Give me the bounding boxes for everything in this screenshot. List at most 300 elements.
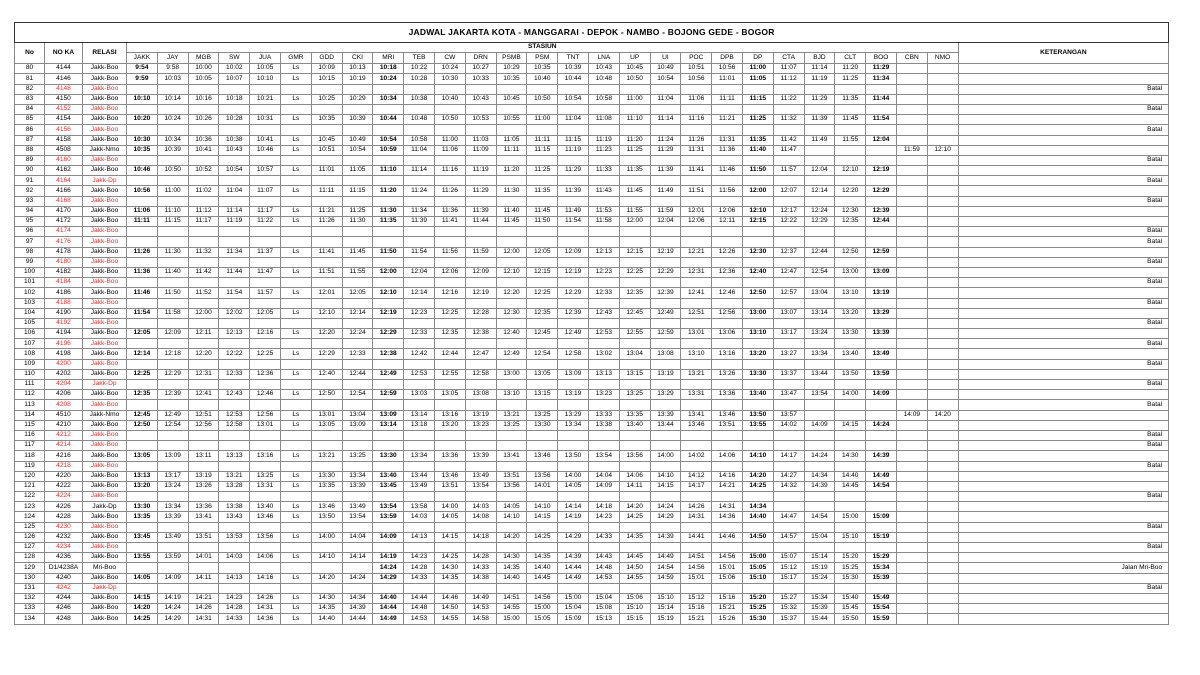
time-cell: 13:01 <box>311 410 342 420</box>
time-cell <box>342 380 373 390</box>
time-cell <box>280 104 311 114</box>
time-cell: 10:22 <box>404 64 435 74</box>
time-cell <box>835 84 866 94</box>
train-number: 4146 <box>45 74 83 84</box>
time-cell: 10:26 <box>188 115 219 125</box>
time-cell <box>896 125 927 135</box>
time-cell <box>434 176 465 186</box>
time-cell: 12:31 <box>681 267 712 277</box>
time-cell <box>496 104 527 114</box>
row-number: 125 <box>15 522 45 532</box>
train-relation: Jakk-Dp <box>83 583 127 593</box>
schedule-body <box>15 64 1169 624</box>
time-cell <box>712 227 743 237</box>
time-cell <box>619 430 650 440</box>
time-cell <box>866 227 897 237</box>
time-cell <box>250 318 281 328</box>
row-number: 126 <box>15 532 45 542</box>
time-cell: 10:54 <box>342 145 373 155</box>
time-cell <box>835 339 866 349</box>
time-cell <box>558 278 589 288</box>
time-cell <box>896 471 927 481</box>
time-cell <box>588 461 619 471</box>
row-number: 114 <box>15 410 45 420</box>
time-cell: 12:30 <box>742 247 773 257</box>
row-number: 83 <box>15 94 45 104</box>
time-cell <box>373 227 404 237</box>
time-cell: 10:54 <box>219 166 250 176</box>
time-cell <box>250 583 281 593</box>
time-cell <box>250 461 281 471</box>
time-cell <box>219 461 250 471</box>
time-cell: 14:53 <box>588 573 619 583</box>
time-cell: 14:20 <box>127 604 158 614</box>
time-cell: Ls <box>280 247 311 257</box>
time-cell: 11:11 <box>127 217 158 227</box>
time-cell: 11:23 <box>588 145 619 155</box>
time-cell: 14:30 <box>311 593 342 603</box>
row-number: 132 <box>15 593 45 603</box>
time-cell <box>496 227 527 237</box>
time-cell <box>127 84 158 94</box>
time-cell: 12:44 <box>866 217 897 227</box>
time-cell: 14:55 <box>619 573 650 583</box>
time-cell <box>927 573 958 583</box>
time-cell <box>619 543 650 553</box>
time-cell <box>465 104 496 114</box>
header-no: No <box>15 43 45 64</box>
time-cell <box>465 441 496 451</box>
time-cell <box>496 430 527 440</box>
time-cell <box>712 522 743 532</box>
time-cell <box>742 380 773 390</box>
time-cell: 10:19 <box>342 74 373 84</box>
time-cell <box>465 257 496 267</box>
time-cell: 10:34 <box>373 94 404 104</box>
time-cell <box>219 237 250 247</box>
time-cell <box>157 176 188 186</box>
time-cell: 14:24 <box>157 604 188 614</box>
time-cell: 12:47 <box>773 267 804 277</box>
time-cell <box>280 583 311 593</box>
time-cell: 12:20 <box>188 349 219 359</box>
time-cell <box>773 380 804 390</box>
time-cell: 10:54 <box>558 94 589 104</box>
time-cell <box>588 155 619 165</box>
time-cell: 12:58 <box>219 420 250 430</box>
time-cell <box>250 339 281 349</box>
row-number: 120 <box>15 471 45 481</box>
time-cell: 12:10 <box>835 166 866 176</box>
time-cell <box>434 543 465 553</box>
time-cell: 12:23 <box>588 267 619 277</box>
time-cell <box>896 257 927 267</box>
time-cell: 14:23 <box>404 553 435 563</box>
time-cell <box>588 104 619 114</box>
time-cell: 12:04 <box>650 217 681 227</box>
time-cell: 11:45 <box>342 247 373 257</box>
time-cell <box>434 104 465 114</box>
train-number: 4248 <box>45 614 83 624</box>
time-cell: 14:20 <box>619 502 650 512</box>
time-cell: 14:54 <box>866 481 897 491</box>
time-cell: 14:17 <box>681 481 712 491</box>
time-cell: 10:13 <box>342 64 373 74</box>
time-cell: 14:00 <box>650 451 681 461</box>
time-cell: 11:00 <box>527 115 558 125</box>
time-cell: 14:12 <box>681 471 712 481</box>
remark-cell <box>958 471 1169 481</box>
time-cell <box>527 155 558 165</box>
time-cell <box>712 278 743 288</box>
time-cell: 13:26 <box>712 369 743 379</box>
time-cell: 15:20 <box>742 593 773 603</box>
time-cell: 12:04 <box>804 166 835 176</box>
time-cell: 15:16 <box>712 593 743 603</box>
time-cell <box>835 461 866 471</box>
time-cell: 14:03 <box>465 502 496 512</box>
time-cell <box>219 196 250 206</box>
time-cell <box>188 339 219 349</box>
table-row <box>15 451 1169 461</box>
time-cell: 12:44 <box>804 247 835 257</box>
time-cell: 12:11 <box>188 329 219 339</box>
time-cell <box>712 543 743 553</box>
remark-cell: Batal <box>958 104 1169 114</box>
time-cell <box>835 430 866 440</box>
time-cell: 15:30 <box>742 614 773 624</box>
time-cell <box>619 318 650 328</box>
remark-cell: Batal <box>958 583 1169 593</box>
time-cell: 12:44 <box>342 369 373 379</box>
header-relasi: RELASI <box>83 43 127 64</box>
time-cell <box>188 298 219 308</box>
remark-cell: Batal <box>958 176 1169 186</box>
time-cell: 12:53 <box>219 410 250 420</box>
time-cell: 13:14 <box>404 410 435 420</box>
time-cell <box>465 155 496 165</box>
time-cell <box>127 227 158 237</box>
train-relation: Jakk-Boo <box>83 227 127 237</box>
time-cell <box>866 543 897 553</box>
time-cell: 14:20 <box>742 471 773 481</box>
time-cell: 11:26 <box>127 247 158 257</box>
time-cell: 13:34 <box>804 349 835 359</box>
time-cell <box>896 166 927 176</box>
time-cell <box>804 104 835 114</box>
time-cell: 12:09 <box>157 329 188 339</box>
time-cell: 10:46 <box>127 166 158 176</box>
time-cell: 14:01 <box>188 553 219 563</box>
time-cell: Ls <box>280 573 311 583</box>
time-cell: 11:45 <box>835 115 866 125</box>
time-cell: 11:25 <box>527 166 558 176</box>
time-cell <box>588 125 619 135</box>
train-relation: Jakk-Boo <box>83 573 127 583</box>
time-cell: 14:00 <box>311 532 342 542</box>
time-cell: 11:54 <box>404 247 435 257</box>
time-cell <box>927 441 958 451</box>
time-cell <box>650 237 681 247</box>
time-cell <box>773 257 804 267</box>
time-cell <box>866 359 897 369</box>
time-cell <box>219 155 250 165</box>
time-cell <box>250 359 281 369</box>
time-cell: 13:24 <box>804 329 835 339</box>
time-cell <box>311 176 342 186</box>
time-cell <box>280 430 311 440</box>
row-number: 131 <box>15 583 45 593</box>
time-cell <box>280 84 311 94</box>
time-cell <box>927 288 958 298</box>
remark-cell <box>958 420 1169 430</box>
train-relation: Jakk-Boo <box>83 430 127 440</box>
time-cell <box>404 196 435 206</box>
time-cell <box>712 298 743 308</box>
time-cell: 13:06 <box>712 329 743 339</box>
time-cell: 15:50 <box>835 614 866 624</box>
time-cell <box>681 583 712 593</box>
time-cell <box>650 522 681 532</box>
time-cell <box>465 583 496 593</box>
time-cell <box>773 430 804 440</box>
row-number: 102 <box>15 288 45 298</box>
time-cell <box>804 400 835 410</box>
station-header-tnt: TNT <box>558 53 589 64</box>
time-cell <box>311 84 342 94</box>
time-cell: 13:16 <box>250 451 281 461</box>
table-row <box>15 339 1169 349</box>
time-cell <box>219 492 250 502</box>
train-relation: Jakk-Boo <box>83 206 127 216</box>
time-cell: 12:05 <box>250 308 281 318</box>
time-cell: 13:19 <box>188 471 219 481</box>
time-cell <box>280 318 311 328</box>
time-cell: 11:39 <box>650 166 681 176</box>
time-cell: 10:02 <box>219 64 250 74</box>
time-cell <box>927 196 958 206</box>
time-cell: 11:39 <box>404 217 435 227</box>
time-cell <box>404 227 435 237</box>
time-cell: 15:40 <box>835 593 866 603</box>
time-cell <box>866 237 897 247</box>
time-cell: 10:35 <box>496 74 527 84</box>
time-cell <box>373 176 404 186</box>
time-cell: 13:23 <box>588 390 619 400</box>
row-number: 87 <box>15 135 45 145</box>
time-cell <box>681 104 712 114</box>
time-cell <box>588 583 619 593</box>
remark-cell: Jalan Mri-Boo <box>958 563 1169 573</box>
time-cell <box>896 492 927 502</box>
time-cell: 12:33 <box>588 288 619 298</box>
time-cell <box>896 115 927 125</box>
time-cell: 13:14 <box>373 420 404 430</box>
time-cell: 14:27 <box>773 471 804 481</box>
train-number: 4160 <box>45 155 83 165</box>
train-relation: Jakk-Boo <box>83 400 127 410</box>
time-cell: 12:09 <box>465 267 496 277</box>
time-cell <box>804 543 835 553</box>
time-cell <box>188 257 219 267</box>
time-cell <box>866 461 897 471</box>
time-cell <box>650 176 681 186</box>
time-cell: 13:51 <box>188 532 219 542</box>
time-cell <box>927 543 958 553</box>
train-relation: Jakk-Boo <box>83 329 127 339</box>
time-cell: 11:42 <box>773 135 804 145</box>
time-cell: 11:07 <box>250 186 281 196</box>
time-cell <box>280 441 311 451</box>
time-cell <box>342 125 373 135</box>
time-cell: 10:40 <box>527 74 558 84</box>
time-cell: 14:09 <box>373 532 404 542</box>
time-cell <box>619 84 650 94</box>
time-cell: 12:42 <box>404 349 435 359</box>
train-number: 4206 <box>45 390 83 400</box>
time-cell <box>280 278 311 288</box>
time-cell: 12:00 <box>742 186 773 196</box>
time-cell <box>804 125 835 135</box>
time-cell <box>496 257 527 267</box>
time-cell <box>527 84 558 94</box>
table-row <box>15 543 1169 553</box>
time-cell: 11:30 <box>342 217 373 227</box>
time-cell: Ls <box>280 94 311 104</box>
time-cell <box>188 125 219 135</box>
time-cell <box>342 196 373 206</box>
time-cell: 14:13 <box>404 532 435 542</box>
time-cell: 13:30 <box>742 369 773 379</box>
time-cell: 12:00 <box>496 247 527 257</box>
time-cell <box>373 237 404 247</box>
time-cell <box>896 247 927 257</box>
time-cell <box>742 583 773 593</box>
time-cell: 10:18 <box>219 94 250 104</box>
time-cell: 12:10 <box>311 308 342 318</box>
time-cell <box>619 492 650 502</box>
time-cell <box>496 278 527 288</box>
train-relation: Jakk-Boo <box>83 74 127 84</box>
time-cell: 15:19 <box>650 614 681 624</box>
time-cell: 12:20 <box>496 288 527 298</box>
time-cell <box>588 196 619 206</box>
time-cell <box>896 237 927 247</box>
time-cell: 14:56 <box>681 563 712 573</box>
time-cell <box>404 441 435 451</box>
time-cell: 10:35 <box>311 115 342 125</box>
train-number: 4208 <box>45 400 83 410</box>
time-cell: 13:31 <box>681 390 712 400</box>
time-cell <box>742 400 773 410</box>
time-cell: Ls <box>280 135 311 145</box>
remark-cell: Batal <box>958 339 1169 349</box>
time-cell <box>927 318 958 328</box>
time-cell: 12:30 <box>835 206 866 216</box>
train-relation: Jakk-Dp <box>83 502 127 512</box>
header-noka: NO KA <box>45 43 83 64</box>
time-cell <box>773 125 804 135</box>
time-cell <box>927 502 958 512</box>
time-cell: 10:43 <box>219 145 250 155</box>
time-cell <box>896 512 927 522</box>
time-cell <box>896 339 927 349</box>
time-cell: 11:56 <box>712 186 743 196</box>
time-cell: 14:15 <box>527 512 558 522</box>
time-cell: 11:12 <box>773 74 804 84</box>
time-cell: Ls <box>280 64 311 74</box>
time-cell <box>927 155 958 165</box>
time-cell: 13:09 <box>157 451 188 461</box>
time-cell <box>619 196 650 206</box>
time-cell <box>311 461 342 471</box>
time-cell: 14:17 <box>773 451 804 461</box>
time-cell: 10:45 <box>496 94 527 104</box>
time-cell: 13:13 <box>588 369 619 379</box>
train-number: 4226 <box>45 502 83 512</box>
time-cell <box>496 155 527 165</box>
time-cell <box>404 125 435 135</box>
time-cell <box>866 155 897 165</box>
table-row <box>15 267 1169 277</box>
time-cell: 13:09 <box>558 369 589 379</box>
time-cell: 12:06 <box>681 217 712 227</box>
time-cell: 13:41 <box>496 451 527 461</box>
time-cell: 13:30 <box>835 329 866 339</box>
time-cell: 12:59 <box>373 390 404 400</box>
time-cell <box>681 461 712 471</box>
row-number: 101 <box>15 278 45 288</box>
time-cell: 11:10 <box>373 166 404 176</box>
time-cell <box>650 84 681 94</box>
time-cell: 12:45 <box>619 308 650 318</box>
time-cell <box>712 237 743 247</box>
time-cell <box>434 237 465 247</box>
time-cell <box>896 593 927 603</box>
time-cell <box>619 441 650 451</box>
time-cell <box>219 441 250 451</box>
time-cell: 10:51 <box>681 64 712 74</box>
row-number: 108 <box>15 349 45 359</box>
time-cell: 14:06 <box>712 451 743 461</box>
remark-cell: Batal <box>958 84 1169 94</box>
train-number: 4240 <box>45 573 83 583</box>
time-cell <box>742 237 773 247</box>
time-cell: 14:47 <box>773 512 804 522</box>
time-cell: 10:24 <box>434 64 465 74</box>
time-cell <box>219 339 250 349</box>
train-relation: Jakk-Boo <box>83 84 127 94</box>
time-cell <box>927 614 958 624</box>
time-cell <box>619 522 650 532</box>
time-cell <box>127 176 158 186</box>
remark-cell <box>958 410 1169 420</box>
time-cell: 10:50 <box>157 166 188 176</box>
train-number: 4216 <box>45 451 83 461</box>
time-cell <box>927 369 958 379</box>
time-cell: 13:25 <box>527 410 558 420</box>
time-cell: 14:32 <box>773 481 804 491</box>
row-number: 118 <box>15 451 45 461</box>
time-cell: 12:14 <box>342 308 373 318</box>
time-cell: 14:16 <box>250 573 281 583</box>
time-cell: 15:13 <box>588 614 619 624</box>
time-cell: 14:45 <box>527 573 558 583</box>
time-cell <box>219 583 250 593</box>
time-cell: 12:35 <box>619 288 650 298</box>
time-cell <box>127 359 158 369</box>
time-cell <box>127 278 158 288</box>
